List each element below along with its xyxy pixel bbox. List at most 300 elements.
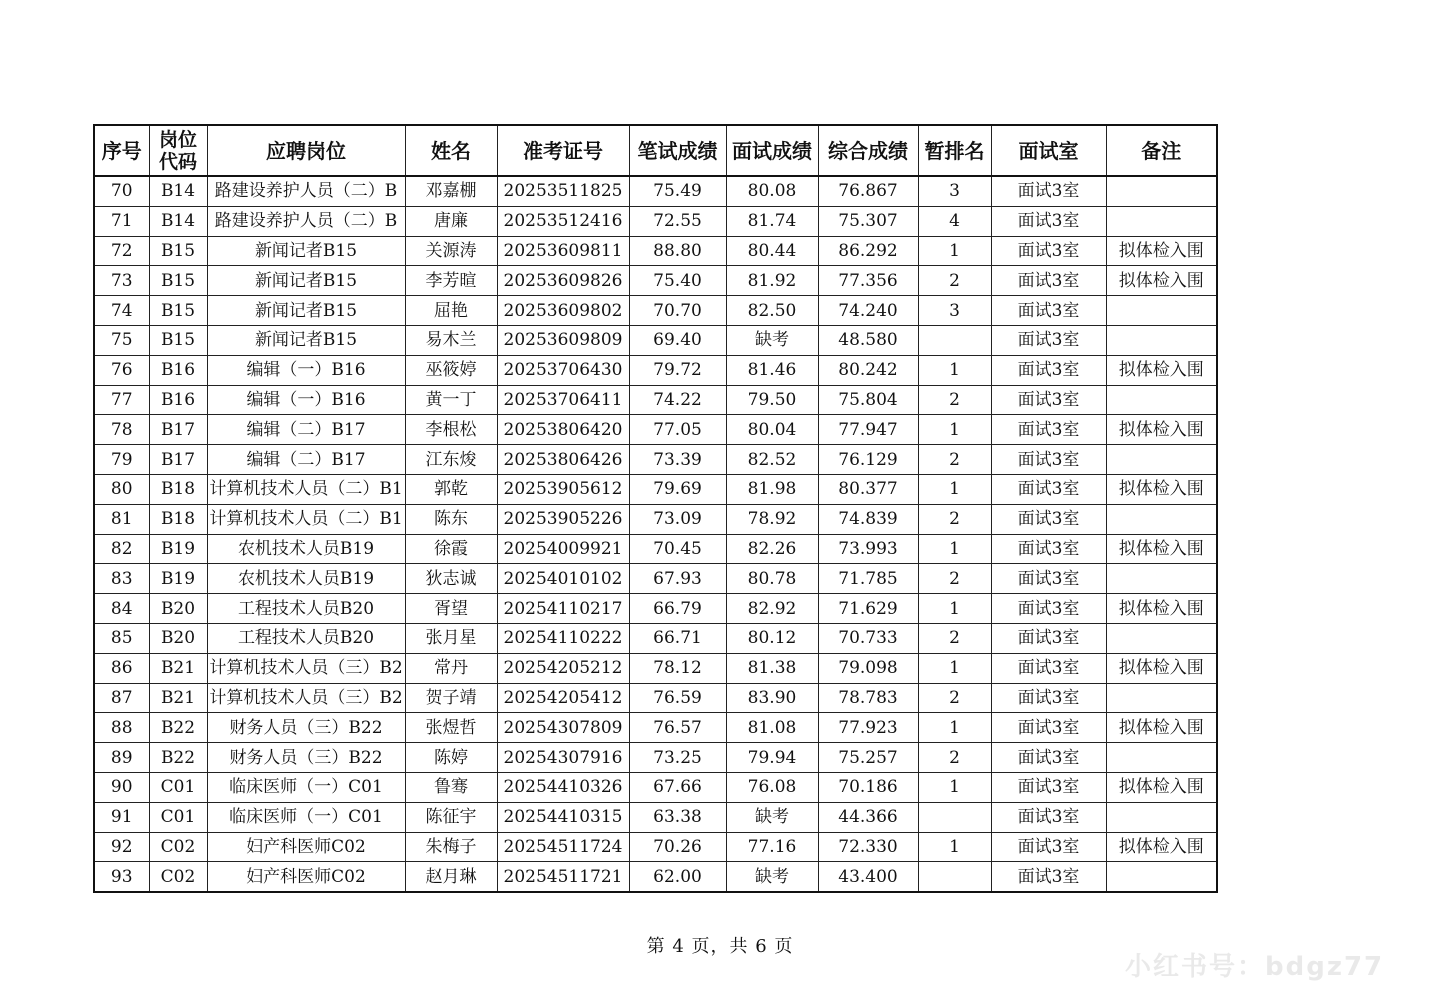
- cell-code: B15: [149, 296, 207, 326]
- cell-post: 编辑（一）B16: [207, 355, 405, 385]
- cell-post: 编辑（二）B17: [207, 445, 405, 475]
- table-row: [94, 474, 1217, 504]
- cell-seq: 70: [94, 176, 149, 206]
- cell-room: 面试3室: [991, 713, 1106, 743]
- cell-total: 70.733: [818, 623, 918, 653]
- cell-written: 67.93: [629, 564, 726, 594]
- cell-ticket: 20253706411: [497, 385, 629, 415]
- cell-seq: 89: [94, 743, 149, 773]
- cell-seq: 79: [94, 445, 149, 475]
- cell-interview: 81.98: [726, 474, 818, 504]
- cell-total: 74.240: [818, 296, 918, 326]
- cell-ticket: 20254205212: [497, 653, 629, 683]
- cell-interview: 78.92: [726, 504, 818, 534]
- cell-room: 面试3室: [991, 743, 1106, 773]
- cell-code: B20: [149, 623, 207, 653]
- cell-interview: 76.08: [726, 772, 818, 802]
- cell-post: 妇产科医师C02: [207, 862, 405, 892]
- cell-note: [1106, 564, 1217, 594]
- cell-seq: 77: [94, 385, 149, 415]
- cell-code: B17: [149, 415, 207, 445]
- cell-post: 财务人员（三）B22: [207, 713, 405, 743]
- header-room: 面试室: [991, 125, 1106, 176]
- table-row: [94, 504, 1217, 534]
- header-seq: 序号: [94, 125, 149, 176]
- cell-written: 70.45: [629, 534, 726, 564]
- header-written: 笔试成绩: [629, 125, 726, 176]
- table-row: [94, 325, 1217, 355]
- cell-name: 江东焌: [405, 445, 497, 475]
- cell-room: 面试3室: [991, 296, 1106, 326]
- cell-interview: 81.08: [726, 713, 818, 743]
- cell-code: B14: [149, 206, 207, 236]
- cell-seq: 72: [94, 236, 149, 266]
- cell-total: 77.947: [818, 415, 918, 445]
- cell-written: 75.49: [629, 176, 726, 206]
- cell-total: 73.993: [818, 534, 918, 564]
- cell-code: B22: [149, 743, 207, 773]
- table-row: [94, 385, 1217, 415]
- cell-note: [1106, 802, 1217, 832]
- cell-interview: 缺考: [726, 862, 818, 892]
- cell-ticket: 20253806426: [497, 445, 629, 475]
- cell-name: 易木兰: [405, 325, 497, 355]
- cell-ticket: 20253905226: [497, 504, 629, 534]
- cell-ticket: 20253806420: [497, 415, 629, 445]
- cell-rank: 2: [918, 504, 991, 534]
- cell-rank: 2: [918, 683, 991, 713]
- cell-written: 66.79: [629, 594, 726, 624]
- cell-post: 路建设养护人员（二）B: [207, 206, 405, 236]
- cell-name: 张月星: [405, 623, 497, 653]
- cell-post: 计算机技术人员（三）B2: [207, 653, 405, 683]
- cell-rank: 1: [918, 713, 991, 743]
- cell-room: 面试3室: [991, 385, 1106, 415]
- cell-written: 66.71: [629, 623, 726, 653]
- cell-room: 面试3室: [991, 176, 1106, 206]
- cell-written: 79.69: [629, 474, 726, 504]
- cell-ticket: 20253609809: [497, 325, 629, 355]
- cell-seq: 80: [94, 474, 149, 504]
- cell-post: 农机技术人员B19: [207, 534, 405, 564]
- cell-ticket: 20253609802: [497, 296, 629, 326]
- cell-written: 73.39: [629, 445, 726, 475]
- cell-code: B20: [149, 594, 207, 624]
- table-row: [94, 445, 1217, 475]
- cell-room: 面试3室: [991, 206, 1106, 236]
- cell-written: 76.59: [629, 683, 726, 713]
- cell-rank: 1: [918, 415, 991, 445]
- cell-total: 79.098: [818, 653, 918, 683]
- cell-note: [1106, 385, 1217, 415]
- cell-total: 70.186: [818, 772, 918, 802]
- cell-ticket: 20253512416: [497, 206, 629, 236]
- cell-ticket: 20254205412: [497, 683, 629, 713]
- cell-written: 72.55: [629, 206, 726, 236]
- cell-room: 面试3室: [991, 832, 1106, 862]
- cell-seq: 85: [94, 623, 149, 653]
- cell-name: 唐廉: [405, 206, 497, 236]
- cell-ticket: 20254009921: [497, 534, 629, 564]
- cell-interview: 81.74: [726, 206, 818, 236]
- cell-total: 80.377: [818, 474, 918, 504]
- cell-seq: 87: [94, 683, 149, 713]
- table-row: [94, 832, 1217, 862]
- table-row: [94, 206, 1217, 236]
- cell-written: 73.09: [629, 504, 726, 534]
- table-row: [94, 176, 1217, 206]
- cell-room: 面试3室: [991, 445, 1106, 475]
- cell-written: 78.12: [629, 653, 726, 683]
- cell-total: 76.129: [818, 445, 918, 475]
- cell-rank: 1: [918, 474, 991, 504]
- cell-rank: 1: [918, 355, 991, 385]
- cell-rank: [918, 802, 991, 832]
- cell-total: 48.580: [818, 325, 918, 355]
- table-row: [94, 802, 1217, 832]
- cell-seq: 74: [94, 296, 149, 326]
- cell-name: 巫筱婷: [405, 355, 497, 385]
- cell-post: 农机技术人员B19: [207, 564, 405, 594]
- cell-seq: 83: [94, 564, 149, 594]
- cell-written: 62.00: [629, 862, 726, 892]
- cell-rank: 1: [918, 772, 991, 802]
- table-row: [94, 564, 1217, 594]
- table-row: [94, 683, 1217, 713]
- cell-note: 拟体检入围: [1106, 415, 1217, 445]
- cell-ticket: 20253609811: [497, 236, 629, 266]
- cell-post: 新闻记者B15: [207, 236, 405, 266]
- cell-note: 拟体检入围: [1106, 534, 1217, 564]
- cell-name: 黄一丁: [405, 385, 497, 415]
- cell-room: 面试3室: [991, 236, 1106, 266]
- cell-rank: 2: [918, 623, 991, 653]
- cell-written: 77.05: [629, 415, 726, 445]
- header-code: [149, 125, 207, 176]
- cell-note: [1106, 176, 1217, 206]
- cell-total: 75.257: [818, 743, 918, 773]
- cell-interview: 缺考: [726, 325, 818, 355]
- cell-ticket: 20254307809: [497, 713, 629, 743]
- cell-name: 常丹: [405, 653, 497, 683]
- cell-code: B15: [149, 325, 207, 355]
- cell-rank: 3: [918, 176, 991, 206]
- cell-room: 面试3室: [991, 355, 1106, 385]
- cell-note: [1106, 206, 1217, 236]
- cell-rank: 1: [918, 832, 991, 862]
- table-row: [94, 534, 1217, 564]
- cell-room: 面试3室: [991, 325, 1106, 355]
- cell-total: 74.839: [818, 504, 918, 534]
- cell-interview: 缺考: [726, 802, 818, 832]
- cell-written: 75.40: [629, 266, 726, 296]
- cell-total: 76.867: [818, 176, 918, 206]
- cell-room: 面试3室: [991, 653, 1106, 683]
- cell-ticket: 20254307916: [497, 743, 629, 773]
- cell-room: 面试3室: [991, 534, 1106, 564]
- cell-ticket: 20254110222: [497, 623, 629, 653]
- table-row: [94, 623, 1217, 653]
- cell-seq: 73: [94, 266, 149, 296]
- cell-ticket: 20254511724: [497, 832, 629, 862]
- cell-room: 面试3室: [991, 623, 1106, 653]
- cell-interview: 82.52: [726, 445, 818, 475]
- cell-written: 70.26: [629, 832, 726, 862]
- cell-name: 陈婷: [405, 743, 497, 773]
- cell-code: B17: [149, 445, 207, 475]
- cell-name: 屈艳: [405, 296, 497, 326]
- cell-name: 陈东: [405, 504, 497, 534]
- cell-ticket: 20254010102: [497, 564, 629, 594]
- cell-seq: 75: [94, 325, 149, 355]
- cell-rank: 2: [918, 743, 991, 773]
- cell-code: B16: [149, 385, 207, 415]
- table-row: [94, 594, 1217, 624]
- cell-seq: 86: [94, 653, 149, 683]
- cell-name: 朱梅子: [405, 832, 497, 862]
- cell-total: 43.400: [818, 862, 918, 892]
- cell-total: 72.330: [818, 832, 918, 862]
- cell-written: 88.80: [629, 236, 726, 266]
- cell-seq: 81: [94, 504, 149, 534]
- cell-post: 新闻记者B15: [207, 296, 405, 326]
- cell-note: [1106, 623, 1217, 653]
- cell-interview: 79.94: [726, 743, 818, 773]
- cell-rank: [918, 325, 991, 355]
- cell-interview: 81.92: [726, 266, 818, 296]
- cell-code: C01: [149, 802, 207, 832]
- cell-seq: 91: [94, 802, 149, 832]
- cell-interview: 79.50: [726, 385, 818, 415]
- cell-code: B21: [149, 683, 207, 713]
- table-row: [94, 266, 1217, 296]
- cell-post: 编辑（一）B16: [207, 385, 405, 415]
- cell-ticket: 20253905612: [497, 474, 629, 504]
- cell-room: 面试3室: [991, 504, 1106, 534]
- cell-interview: 82.92: [726, 594, 818, 624]
- cell-rank: [918, 862, 991, 892]
- cell-rank: 2: [918, 385, 991, 415]
- cell-post: 财务人员（三）B22: [207, 743, 405, 773]
- cell-written: 69.40: [629, 325, 726, 355]
- cell-interview: 80.78: [726, 564, 818, 594]
- cell-ticket: 20253706430: [497, 355, 629, 385]
- cell-interview: 80.12: [726, 623, 818, 653]
- cell-room: 面试3室: [991, 564, 1106, 594]
- cell-code: B21: [149, 653, 207, 683]
- cell-code: B22: [149, 713, 207, 743]
- cell-room: 面试3室: [991, 683, 1106, 713]
- cell-post: 计算机技术人员（三）B2: [207, 683, 405, 713]
- cell-interview: 80.04: [726, 415, 818, 445]
- cell-total: 77.923: [818, 713, 918, 743]
- cell-name: 邓嘉棚: [405, 176, 497, 206]
- cell-seq: 71: [94, 206, 149, 236]
- cell-name: 鲁骞: [405, 772, 497, 802]
- cell-rank: 2: [918, 564, 991, 594]
- cell-total: 80.242: [818, 355, 918, 385]
- cell-interview: 83.90: [726, 683, 818, 713]
- cell-post: 计算机技术人员（二）B1: [207, 504, 405, 534]
- cell-interview: 80.08: [726, 176, 818, 206]
- cell-ticket: 20253511825: [497, 176, 629, 206]
- cell-ticket: 20254410326: [497, 772, 629, 802]
- header-post: 应聘岗位: [207, 125, 405, 176]
- header-note: 备注: [1106, 125, 1217, 176]
- table-row: [94, 743, 1217, 773]
- header-interview: 面试成绩: [726, 125, 818, 176]
- cell-room: 面试3室: [991, 415, 1106, 445]
- cell-interview: 80.44: [726, 236, 818, 266]
- cell-code: B15: [149, 236, 207, 266]
- table-row: [94, 862, 1217, 892]
- cell-post: 计算机技术人员（二）B1: [207, 474, 405, 504]
- cell-written: 63.38: [629, 802, 726, 832]
- cell-interview: 82.26: [726, 534, 818, 564]
- page-footer: 第 4 页，共 6 页: [646, 936, 794, 957]
- cell-seq: 90: [94, 772, 149, 802]
- cell-note: 拟体检入围: [1106, 474, 1217, 504]
- table-row: [94, 713, 1217, 743]
- header-ticket: 准考证号: [497, 125, 629, 176]
- cell-interview: 77.16: [726, 832, 818, 862]
- watermark-text: 小红书号：bdgz77: [1125, 952, 1385, 982]
- cell-code: C02: [149, 832, 207, 862]
- cell-code: B14: [149, 176, 207, 206]
- header-code-line1: 岗位: [158, 128, 197, 151]
- cell-code: C01: [149, 772, 207, 802]
- cell-total: 44.366: [818, 802, 918, 832]
- cell-name: 徐霞: [405, 534, 497, 564]
- cell-rank: 2: [918, 445, 991, 475]
- cell-note: 拟体检入围: [1106, 355, 1217, 385]
- cell-note: 拟体检入围: [1106, 594, 1217, 624]
- cell-ticket: 20254511721: [497, 862, 629, 892]
- cell-post: 工程技术人员B20: [207, 594, 405, 624]
- cell-interview: 82.50: [726, 296, 818, 326]
- cell-post: 新闻记者B15: [207, 266, 405, 296]
- cell-rank: 3: [918, 296, 991, 326]
- cell-total: 75.804: [818, 385, 918, 415]
- cell-name: 郭乾: [405, 474, 497, 504]
- cell-name: 贺子靖: [405, 683, 497, 713]
- cell-ticket: 20253609826: [497, 266, 629, 296]
- cell-note: [1106, 683, 1217, 713]
- cell-post: 妇产科医师C02: [207, 832, 405, 862]
- cell-note: [1106, 445, 1217, 475]
- cell-seq: 88: [94, 713, 149, 743]
- cell-code: B19: [149, 564, 207, 594]
- cell-code: B18: [149, 504, 207, 534]
- cell-rank: 2: [918, 266, 991, 296]
- cell-interview: 81.38: [726, 653, 818, 683]
- header-total: 综合成绩: [818, 125, 918, 176]
- cell-note: 拟体检入围: [1106, 713, 1217, 743]
- cell-written: 76.57: [629, 713, 726, 743]
- cell-note: [1106, 296, 1217, 326]
- cell-code: B15: [149, 266, 207, 296]
- header-rank: 暂排名: [918, 125, 991, 176]
- cell-room: 面试3室: [991, 802, 1106, 832]
- cell-rank: 1: [918, 534, 991, 564]
- cell-room: 面试3室: [991, 862, 1106, 892]
- cell-total: 86.292: [818, 236, 918, 266]
- cell-room: 面试3室: [991, 594, 1106, 624]
- score-table: [93, 124, 1218, 893]
- cell-name: 胥望: [405, 594, 497, 624]
- cell-written: 67.66: [629, 772, 726, 802]
- cell-rank: 1: [918, 653, 991, 683]
- cell-name: 关源涛: [405, 236, 497, 266]
- cell-post: 工程技术人员B20: [207, 623, 405, 653]
- cell-post: 路建设养护人员（二）B: [207, 176, 405, 206]
- cell-code: C02: [149, 862, 207, 892]
- cell-note: 拟体检入围: [1106, 653, 1217, 683]
- cell-room: 面试3室: [991, 772, 1106, 802]
- cell-note: [1106, 504, 1217, 534]
- cell-room: 面试3室: [991, 474, 1106, 504]
- cell-note: [1106, 743, 1217, 773]
- cell-note: 拟体检入围: [1106, 236, 1217, 266]
- table-row: [94, 772, 1217, 802]
- cell-seq: 78: [94, 415, 149, 445]
- cell-name: 李芳暄: [405, 266, 497, 296]
- table-row: [94, 415, 1217, 445]
- cell-written: 70.70: [629, 296, 726, 326]
- cell-seq: 92: [94, 832, 149, 862]
- cell-note: 拟体检入围: [1106, 832, 1217, 862]
- cell-name: 陈征宇: [405, 802, 497, 832]
- table-row: [94, 355, 1217, 385]
- cell-written: 73.25: [629, 743, 726, 773]
- cell-total: 78.783: [818, 683, 918, 713]
- cell-seq: 82: [94, 534, 149, 564]
- cell-code: B18: [149, 474, 207, 504]
- table-row: [94, 653, 1217, 683]
- table-row: [94, 296, 1217, 326]
- header-code-line2: 代码: [158, 150, 197, 173]
- cell-code: B19: [149, 534, 207, 564]
- table-row: [94, 236, 1217, 266]
- cell-seq: 84: [94, 594, 149, 624]
- cell-room: 面试3室: [991, 266, 1106, 296]
- cell-interview: 81.46: [726, 355, 818, 385]
- cell-note: [1106, 862, 1217, 892]
- header-name: 姓名: [405, 125, 497, 176]
- cell-rank: 4: [918, 206, 991, 236]
- cell-total: 71.785: [818, 564, 918, 594]
- cell-written: 74.22: [629, 385, 726, 415]
- cell-note: [1106, 325, 1217, 355]
- cell-note: 拟体检入围: [1106, 266, 1217, 296]
- cell-total: 75.307: [818, 206, 918, 236]
- cell-total: 71.629: [818, 594, 918, 624]
- cell-total: 77.356: [818, 266, 918, 296]
- cell-post: 编辑（二）B17: [207, 415, 405, 445]
- cell-name: 张煜哲: [405, 713, 497, 743]
- cell-name: 赵月琳: [405, 862, 497, 892]
- table-header-row: [94, 125, 1217, 176]
- cell-post: 临床医师（一）C01: [207, 772, 405, 802]
- cell-note: 拟体检入围: [1106, 772, 1217, 802]
- cell-rank: 1: [918, 236, 991, 266]
- cell-code: B16: [149, 355, 207, 385]
- cell-ticket: 20254410315: [497, 802, 629, 832]
- cell-seq: 76: [94, 355, 149, 385]
- cell-seq: 93: [94, 862, 149, 892]
- cell-post: 临床医师（一）C01: [207, 802, 405, 832]
- cell-written: 79.72: [629, 355, 726, 385]
